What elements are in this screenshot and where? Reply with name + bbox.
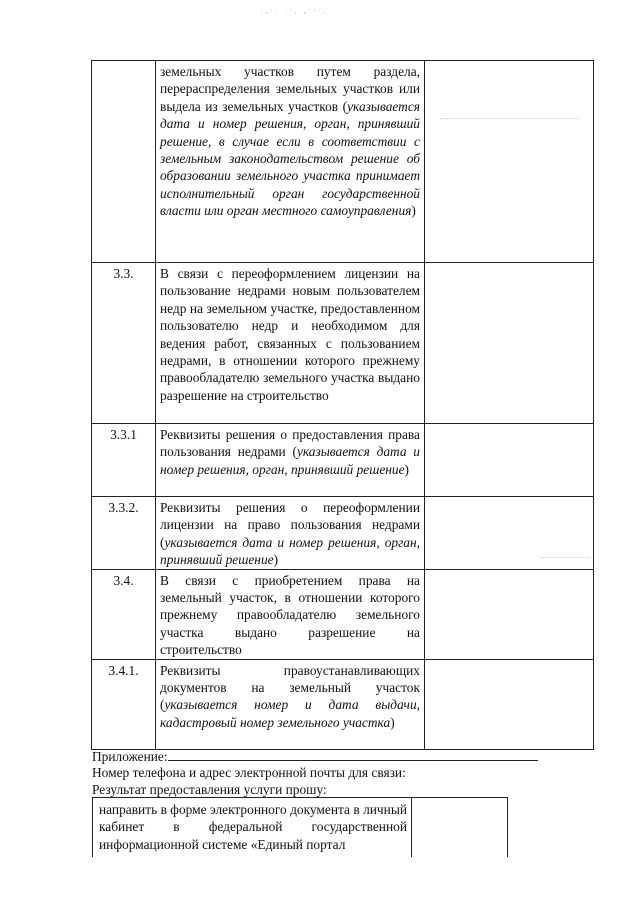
row-value-cell[interactable] [425, 263, 594, 424]
row-number: 3.4. [92, 569, 156, 659]
scan-artifact: ·ꞏ˙˙ ˙˙· ꞏ˙˙˙· [260, 8, 329, 18]
scan-artifact [440, 118, 580, 119]
row-value-cell[interactable] [425, 569, 594, 659]
table-row [92, 61, 594, 263]
row-description: Реквизиты решения о предоставления права пользования недрами (указывается дата и номер решения, орган, принявший решение) [156, 424, 425, 497]
row-description: В связи с переоформлением лицензии на пользование недрами новым пользователем недр на земельном участке, предоставленном пользователю недр и необходимом для ведения работ, связанных с пользованием недрами, в отношении которого прежнему правообладателю земельного участка выдано разрешение на строительство [156, 263, 425, 424]
result-option-text: направить в форме электронного документа в личный кабинет в федеральной государственной информационной системе «Единый портал [93, 798, 412, 857]
table-row [92, 569, 594, 659]
table-row [92, 263, 594, 424]
row-number [92, 61, 156, 263]
scan-artifact [540, 557, 590, 558]
result-options-table [92, 797, 508, 857]
result-label: Результат предоставления услуги прошу: [92, 782, 327, 797]
row-value-cell[interactable] [425, 497, 594, 570]
row-number: 3.3. [92, 263, 156, 424]
row-description: Реквизиты правоустанавливающих документов на земельный участок (указывается номер и дата выдачи, кадастровый номер земельного участка) [156, 659, 425, 749]
row-number: 3.4.1. [92, 659, 156, 749]
table-row [92, 497, 594, 570]
row-number: 3.3.2. [92, 497, 156, 570]
table-row [92, 424, 594, 497]
table-row [93, 798, 508, 857]
row-description: земельных участков путем раздела, перераспределения земельных участков или выдела из земельных участков (указывается дата и номер решения, орган, принявший решение, в случае если в соответствии с земельным законодательством решение об образовании земельного участка принимает исполнительный орган государственной власти или орган местного самоуправления) [156, 61, 425, 263]
contact-label: Номер телефона и адрес электронной почты для связи: [92, 765, 406, 780]
attachment-field[interactable] [168, 747, 538, 761]
row-description: В связи с приобретением права на земельный участок, в отношении которого прежнему правообладателю земельного участка выдано разрешение на строительство [156, 569, 425, 659]
table-row [92, 659, 594, 749]
row-description: Реквизиты решения о переоформлении лицензии на право пользования недрами (указывается дата и номер решения, орган, принявший решение) [156, 497, 425, 570]
row-value-cell[interactable] [425, 424, 594, 497]
attachment-line [92, 747, 538, 765]
row-number: 3.3.1 [92, 424, 156, 497]
attachment-label: Приложение: [92, 749, 168, 764]
row-value-cell[interactable] [425, 61, 594, 263]
application-table [91, 60, 594, 750]
result-option-checkbox-cell[interactable] [412, 798, 508, 857]
row-value-cell[interactable] [425, 659, 594, 749]
